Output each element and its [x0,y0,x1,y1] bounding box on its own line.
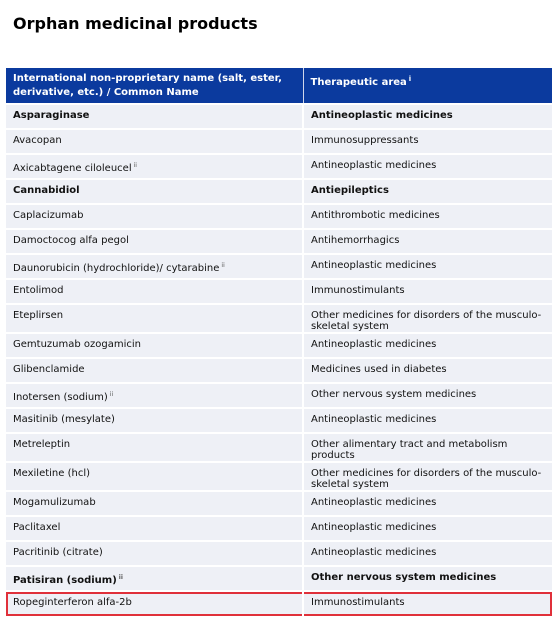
therapeutic-area-cell: Antineoplastic medicines [303,516,552,541]
inn-name-cell [6,358,303,383]
inn-name-cell [6,591,303,616]
header-inn-name [6,68,303,104]
therapeutic-area-cell: Antineoplastic medicines [303,104,552,129]
inn-name-cell [6,491,303,516]
inn-name: Cannabidiol [13,185,80,196]
footnote-marker: ii [109,391,114,398]
inn-name: Ropeginterferon alfa-2b [13,597,132,608]
table-row [6,333,552,358]
inn-name-cell [6,408,303,433]
therapeutic-area-cell: Other medicines for disorders of the musculo-skeletal system [303,304,552,333]
inn-name-cell [6,541,303,566]
inn-name: Mexiletine (hcl) [13,468,91,479]
inn-name-cell [6,516,303,541]
therapeutic-area-cell: Antineoplastic medicines [303,254,552,279]
therapeutic-area-cell: Antiepileptics [303,179,552,204]
therapeutic-area-cell: Antihemorrhagics [303,229,552,254]
table-row [6,254,552,279]
inn-name: Eteplirsen [13,310,64,321]
therapeutic-area-cell: Antithrombotic medicines [303,204,552,229]
therapeutic-area-cell: Antineoplastic medicines [303,154,552,179]
header-therapeutic-area [303,68,552,104]
inn-name-cell [6,383,303,408]
therapeutic-area-cell: Immunosuppressants [303,129,552,154]
table-row [6,229,552,254]
page-title: Orphan medicinal products [13,14,258,33]
inn-name: Glibenclamide [13,364,85,375]
therapeutic-area-cell: Immunostimulants [303,279,552,304]
inn-name: Patisiran (sodium) [13,575,117,586]
inn-name-cell [6,566,303,591]
inn-name-cell [6,104,303,129]
inn-name: Gemtuzumab ozogamicin [13,339,141,350]
inn-name: Paclitaxel [13,522,61,533]
inn-name-cell [6,129,303,154]
inn-name: Mogamulizumab [13,497,96,508]
inn-name: Axicabtagene ciloleucel [13,163,132,174]
table-row [6,104,552,129]
table-row [6,154,552,179]
inn-name: Entolimod [13,285,64,296]
inn-name: Metreleptin [13,439,71,450]
inn-name: Daunorubicin (hydrochloride)/ cytarabine [13,263,220,274]
table-row [6,304,552,333]
footnote-marker: ii [221,262,225,269]
inn-name-cell [6,154,303,179]
table-row [6,433,552,462]
footnote-marker: ii [118,574,123,581]
therapeutic-area-cell: Antineoplastic medicines [303,541,552,566]
inn-name: Caplacizumab [13,210,84,221]
header-therapeutic-area-label: Therapeutic area [310,77,407,88]
inn-name: Masitinib (mesylate) [13,414,115,425]
footnote-marker: i [408,75,412,83]
header-inn-name-label: International non-proprietary name (salt, ester, derivative, etc.) / Common Name [13,73,282,98]
table-row [6,204,552,229]
inn-name-cell [6,254,303,279]
inn-name: Damoctocog alfa pegol [13,235,129,246]
table-row [6,383,552,408]
therapeutic-area-cell: Antineoplastic medicines [303,491,552,516]
therapeutic-area-cell: Other medicines for disorders of the musculo-skeletal system [303,462,552,491]
table-row [6,408,552,433]
inn-name-cell [6,279,303,304]
inn-name-cell [6,179,303,204]
inn-name: Pacritinib (citrate) [13,547,103,558]
table-row [6,516,552,541]
inn-name-cell [6,333,303,358]
inn-name-cell [6,433,303,462]
table-row [6,179,552,204]
inn-name-cell [6,229,303,254]
table-row [6,566,552,591]
table-row [6,462,552,491]
inn-name: Asparaginase [13,110,90,121]
therapeutic-area-cell: Antineoplastic medicines [303,333,552,358]
inn-name-cell [6,462,303,491]
table-row [6,129,552,154]
footnote-marker: ii [133,162,137,169]
table-header-row [6,68,552,104]
therapeutic-area-cell: Other nervous system medicines [303,566,552,591]
table-row [6,279,552,304]
therapeutic-area-cell: Other alimentary tract and metabolism products [303,433,552,462]
orphan-products-table [6,68,552,616]
inn-name-cell [6,204,303,229]
therapeutic-area-cell: Medicines used in diabetes [303,358,552,383]
therapeutic-area-cell: Antineoplastic medicines [303,408,552,433]
inn-name-cell [6,304,303,333]
table-row-highlighted [6,591,552,616]
table-row [6,358,552,383]
therapeutic-area-cell: Immunostimulants [303,591,552,616]
therapeutic-area-cell: Other nervous system medicines [303,383,552,408]
table-row [6,541,552,566]
inn-name: Avacopan [13,135,62,146]
inn-name: Inotersen (sodium) [13,392,108,403]
table-row [6,491,552,516]
